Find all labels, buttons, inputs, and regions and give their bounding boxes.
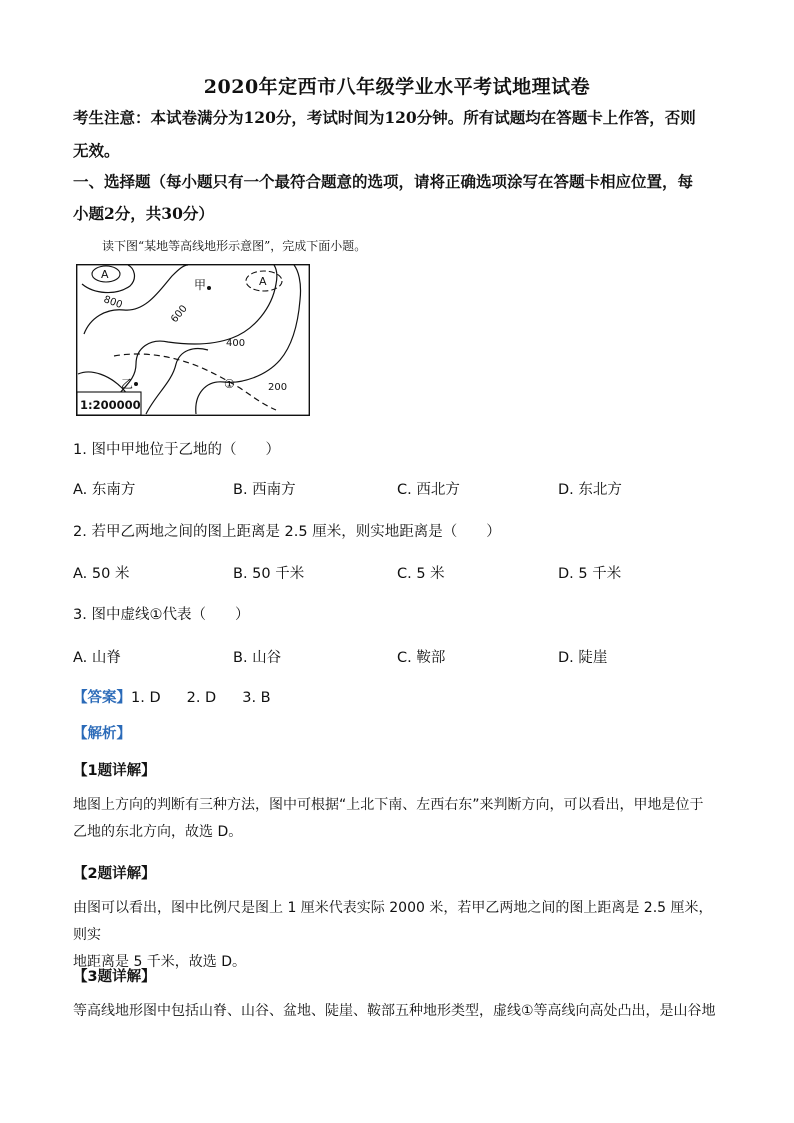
q2-option-a: A. 50 米 xyxy=(73,566,130,582)
detail-1-line-2: 乙地的东北方向，故选 D。 xyxy=(73,824,243,840)
q3-option-d: D. 陡崖 xyxy=(558,650,608,666)
detail-3-heading: 【3题详解】 xyxy=(73,969,156,985)
contour-label-400: 400 xyxy=(226,338,246,349)
detail-2-line-2: 地距离是 5 千米，故选 D。 xyxy=(73,954,247,970)
point-yi xyxy=(134,382,138,386)
detail-1-line-1: 地图上方向的判断有三种方法，图中可根据“上北下南、左西右东”来判断方向，可以看出，甲地是位于 xyxy=(73,797,704,813)
answer-tag: 【答案】 xyxy=(73,690,131,706)
q1-option-b: B. 西南方 xyxy=(233,482,296,498)
q1-option-c: C. 西北方 xyxy=(397,482,460,498)
peak-left-label: A xyxy=(101,268,109,281)
detail-3-body xyxy=(73,998,723,1025)
peak-right-label: A xyxy=(259,275,267,288)
q2-option-c: C. 5 米 xyxy=(397,566,445,582)
jia-label: 甲 xyxy=(194,278,207,292)
contour-label-600: 600 xyxy=(169,303,190,326)
scale-label: 1:200000 xyxy=(80,398,141,412)
instruction-text: 读下图“某地等高线地形示意图”，完成下面小题。 xyxy=(102,239,367,253)
detail-1-heading: 【1题详解】 xyxy=(73,763,156,779)
section-heading-line-2: 小题2分，共30分） xyxy=(73,204,214,223)
detail-1-body xyxy=(73,792,723,846)
notice-line-1: 考生注意：本试卷满分为120分，考试时间为120分钟。所有试题均在答题卡上作答，否则 xyxy=(73,108,696,127)
q2-option-b: B. 50 千米 xyxy=(233,566,305,582)
page-title: 2020年定西市八年级学业水平考试地理试卷 xyxy=(203,76,591,98)
detail-2-heading: 【2题详解】 xyxy=(73,866,156,882)
q1-option-d: D. 东北方 xyxy=(558,482,622,498)
question-1-stem: 1. 图中甲地位于乙地的（ ） xyxy=(73,442,280,458)
detail-3-line-1: 等高线地形图中包括山脊、山谷、盆地、陡崖、鞍部五种地形类型，虚线①等高线向高处凸出，是山谷地 xyxy=(73,1003,716,1019)
answer-value-2: 2. D xyxy=(186,690,217,706)
dashed-marker-label: ① xyxy=(224,377,235,391)
detail-2-line-1: 由图可以看出，图中比例尺是图上 1 厘米代表实际 2000 米，若甲乙两地之间的图上距离是 2.5 厘米，则实 xyxy=(73,900,713,943)
q3-option-c: C. 鞍部 xyxy=(397,650,446,666)
point-jia xyxy=(207,286,211,290)
contour-label-800: 800 xyxy=(101,294,124,312)
answer-line xyxy=(73,686,297,707)
section-heading-line-1: 一、选择题（每小题只有一个最符合题意的选项，请将正确选项涂写在答题卡相应位置，每 xyxy=(73,172,694,191)
yi-label: 乙 xyxy=(121,377,134,391)
contour-label-200: 200 xyxy=(268,382,288,393)
question-3-stem: 3. 图中虚线①代表（ ） xyxy=(73,607,250,623)
answer-value-1: 1. D xyxy=(131,690,161,706)
question-2-stem: 2. 若甲乙两地之间的图上距离是 2.5 厘米，则实地距离是（ ） xyxy=(73,524,501,540)
q2-option-d: D. 5 千米 xyxy=(558,566,622,582)
answer-value-3: 3. B xyxy=(242,690,271,706)
notice-line-2: 无效。 xyxy=(73,141,120,160)
analysis-tag: 【解析】 xyxy=(73,726,131,742)
q3-option-b: B. 山谷 xyxy=(233,650,282,666)
q3-option-a: A. 山脊 xyxy=(73,650,121,666)
q1-option-a: A. 东南方 xyxy=(73,482,136,498)
detail-2-body xyxy=(73,895,723,976)
contour-map xyxy=(76,264,310,416)
